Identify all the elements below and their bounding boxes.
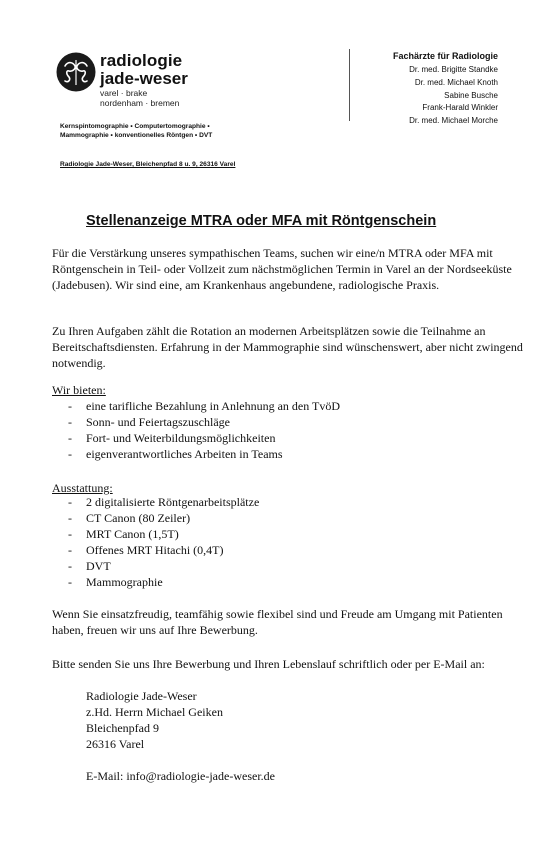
contact-name: Radiologie Jade-Weser xyxy=(86,689,197,703)
logo-wordmark-line1: radiologie xyxy=(100,51,183,70)
logo-locations-line1: varel · brake xyxy=(100,88,148,98)
bullet-dash: - xyxy=(68,543,72,557)
services-line2: Mammographie • konventionelles Röntgen • DVT xyxy=(60,132,213,139)
specialists-heading: Fachärzte für Radiologie xyxy=(392,51,498,61)
list-item xyxy=(52,414,340,430)
letterhead-divider xyxy=(349,49,350,121)
bullet-dash: - xyxy=(68,447,72,461)
offer-item: eigenverantwortliches Arbeiten in Teams xyxy=(86,447,283,461)
offer-item: Sonn- und Feiertagszuschläge xyxy=(86,415,230,429)
doctor-name: Dr. med. Brigitte Standke xyxy=(409,65,498,74)
list-item xyxy=(52,446,340,462)
sender-address: Radiologie Jade-Weser, Bleichenpfad 8 u. 9, 26316 Varel xyxy=(60,161,236,168)
list-item xyxy=(52,574,259,590)
intro-paragraph: Für die Verstärkung unseres sympathischen Teams, suchen wir eine/n MTRA oder MFA mit Röntgenschein in Teil- oder Vollzeit zum nächstmöglichen Termin in Varel an der Nordseeküste (Jadebusen). Wir sind eine, am Krankenhaus angebundene, radiologische Praxis. xyxy=(52,246,512,293)
doctor-name: Dr. med. Michael Knoth xyxy=(414,77,498,87)
list-item xyxy=(52,558,259,574)
radiologie-logo-icon xyxy=(56,52,96,92)
bullet-dash: - xyxy=(68,415,72,429)
contact-street: Bleichenpfad 9 xyxy=(86,721,159,735)
offer-heading: Wir bieten: xyxy=(52,383,106,397)
logo-locations-line2: nordenham · bremen xyxy=(100,98,180,108)
offer-list xyxy=(52,398,340,462)
doctor-name: Dr. med. Michael Morche xyxy=(409,116,498,126)
equipment-item: CT Canon (80 Zeiler) xyxy=(86,511,191,525)
offer-item: eine tarifliche Bezahlung in Anlehnung an den TvöD xyxy=(86,399,341,413)
apply-instruction: Bitte senden Sie uns Ihre Bewerbung und Ihren Lebenslauf schriftlich oder per E-Mail an: xyxy=(52,657,485,671)
bullet-dash: - xyxy=(68,559,72,573)
list-item xyxy=(52,430,340,446)
equipment-item: Mammographie xyxy=(86,575,163,589)
closing-paragraph: Wenn Sie einsatzfreudig, teamfähig sowie flexibel sind und Freude am Umgang mit Patienten haben, freuen wir uns auf Ihre Bewerbung. xyxy=(52,607,503,638)
contact-attention: z.Hd. Herrn Michael Geiken xyxy=(86,705,223,719)
offer-item: Fort- und Weiterbildungsmöglichkeiten xyxy=(86,431,276,445)
equipment-heading: Ausstattung: xyxy=(52,481,113,495)
equipment-list xyxy=(52,494,259,590)
contact-email[interactable]: E-Mail: info@radiologie-jade-weser.de xyxy=(86,769,275,783)
bullet-dash: - xyxy=(68,527,72,541)
doctor-name: Sabine Busche xyxy=(444,90,498,100)
list-item xyxy=(52,526,259,542)
equipment-item: MRT Canon (1,5T) xyxy=(86,527,179,541)
equipment-item: 2 digitalisierte Röntgenarbeitsplätze xyxy=(86,495,260,509)
bullet-dash: - xyxy=(68,511,72,525)
contact-city: 26316 Varel xyxy=(86,737,145,751)
bullet-dash: - xyxy=(68,575,72,589)
tasks-paragraph: Zu Ihren Aufgaben zählt die Rotation an modernen Arbeitsplätzen sowie die Teilnahme an Bereitschaftsdiensten. Erfahrung in der Mammographie sind wünschenswert, aber nicht zwingend notwendig. xyxy=(52,324,523,371)
doctors-block xyxy=(393,50,498,128)
job-ad-title: Stellenanzeige MTRA oder MFA mit Röntgenschein xyxy=(86,213,437,229)
doctor-name: Frank-Harald Winkler xyxy=(422,103,498,113)
list-item xyxy=(52,398,340,414)
list-item xyxy=(52,494,259,510)
bullet-dash: - xyxy=(68,431,72,445)
equipment-item: DVT xyxy=(86,559,111,573)
equipment-item: Offenes MRT Hitachi (0,4T) xyxy=(86,543,224,557)
logo-wordmark-line2: jade-weser xyxy=(100,69,188,88)
services-line1: Kernspintomographie • Computertomographie • xyxy=(60,123,210,130)
list-item xyxy=(52,510,259,526)
bullet-dash: - xyxy=(68,399,72,413)
list-item xyxy=(52,542,259,558)
bullet-dash: - xyxy=(68,495,72,509)
